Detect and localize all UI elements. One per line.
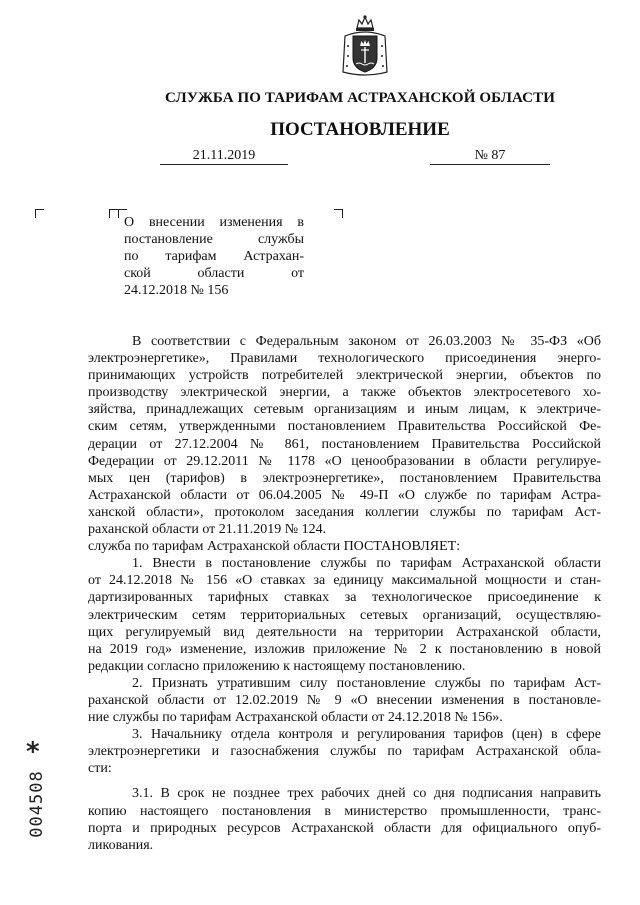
body-line: от 24.12.2018 № 156 «О ставках за единицу максимальной мощности и стан- [88, 573, 601, 589]
body-line: зяйства, принадлежащих сетевым организациям и иным лицам, к электриче- [88, 402, 601, 418]
document-date: 21.11.2019 [160, 147, 288, 165]
body-line: раханской области от 21.11.2019 № 124. [88, 522, 327, 538]
body-line: 2. Признать утратившим силу постановление службы по тарифам Аст- [132, 675, 601, 691]
document-type-title: ПОСТАНОВЛЕНИЕ [270, 119, 450, 140]
body-line: 1. Внести в постановление службы по тарифам Астраханской области [132, 556, 601, 572]
subject-line: постановление службы [124, 232, 304, 247]
body-line: мых цен (тарифов) в электроэнергетике», постановлением Правительства [88, 470, 601, 486]
body-line: дартизированных тарифных ставках за технологическое присоединение к [88, 590, 601, 606]
serial-number: 004508 [27, 770, 47, 838]
body-line: на 2019 год» изменение, изложив приложение № 2 к постановлению в новой [88, 641, 601, 657]
body-line: Федерации от 29.12.2011 № 1178 «О ценообразовании в области регулируе- [88, 453, 601, 469]
document-body [88, 333, 601, 854]
body-line: ским сетям, утвержденными постановлением Правительства Российской Фе- [88, 419, 601, 435]
body-line: ликования. [88, 837, 154, 853]
bracket-corner-right [334, 209, 343, 218]
body-line: сти: [88, 761, 112, 777]
body-line: принимающих устройств потребителей электрической энергии, объектов по [88, 368, 601, 384]
body-line: Астраханской области от 06.04.2005 № 49-П «О службе по тарифам Астра- [88, 487, 601, 503]
subject-line: по тарифам Астрахан- [124, 249, 304, 264]
body-line: В соответствии с Федеральным законом от 26.03.2003 № 35-ФЗ «Об [132, 334, 601, 349]
subject-line: 24.12.2018 № 156 [124, 283, 229, 298]
body-line: редакции согласно приложению к настоящему постановлению. [88, 658, 466, 674]
body-line: производству электрической энергии, а также объектов электросетевого хо- [88, 385, 601, 401]
body-line: дерации от 27.12.2004 № 861, постановлением Правительства Российской [88, 436, 601, 452]
serial-stamp [26, 742, 46, 862]
body-line: электроэнергетики и газоснабжения службы по тарифам Астраханской обла- [88, 744, 601, 760]
body-line: щих регулируемый вид деятельности на территории Астраханской области, [88, 624, 601, 640]
subject-line: ской области от [124, 266, 304, 281]
organization-name: СЛУЖБА ПО ТАРИФАМ АСТРАХАНСКОЙ ОБЛАСТИ [165, 90, 555, 106]
body-line: электрическим сетям территориальных сетевых организаций, осуществляю- [88, 607, 601, 623]
document-number: № 87 [430, 147, 550, 165]
body-line: 3. Начальнику отдела контроля и регулирования тарифов (цен) в сфере [132, 727, 601, 743]
body-line: электроэнергетике», Правилами технологического присоединения энерго- [88, 351, 601, 367]
body-line: 3.1. В срок не позднее трех рабочих дней со дня подписания направить [132, 786, 601, 802]
bracket-corner-left [35, 209, 44, 218]
stamp-star: * [26, 737, 40, 767]
body-line: копию настоящего постановления в министерство промышленности, транс- [88, 803, 601, 819]
subject-block [124, 214, 304, 299]
body-line: раханской области от 12.02.2019 № 9 «О внесении изменения в постановле- [88, 692, 601, 708]
bracket-corner-left [109, 209, 118, 218]
body-line: порта и природных ресурсов Астраханской области для официального опуб- [88, 820, 601, 836]
coat-of-arms-emblem [335, 14, 395, 78]
body-line: ханской области», протоколом заседания коллегии службы по тарифам Аст- [88, 504, 601, 520]
body-line: ние службы по тарифам Астраханской области от 24.12.2018 № 156». [88, 710, 503, 726]
subject-line: О внесении изменения в [124, 215, 304, 230]
body-line: служба по тарифам Астраханской области ПОСТАНОВЛЯЕТ: [88, 539, 461, 555]
